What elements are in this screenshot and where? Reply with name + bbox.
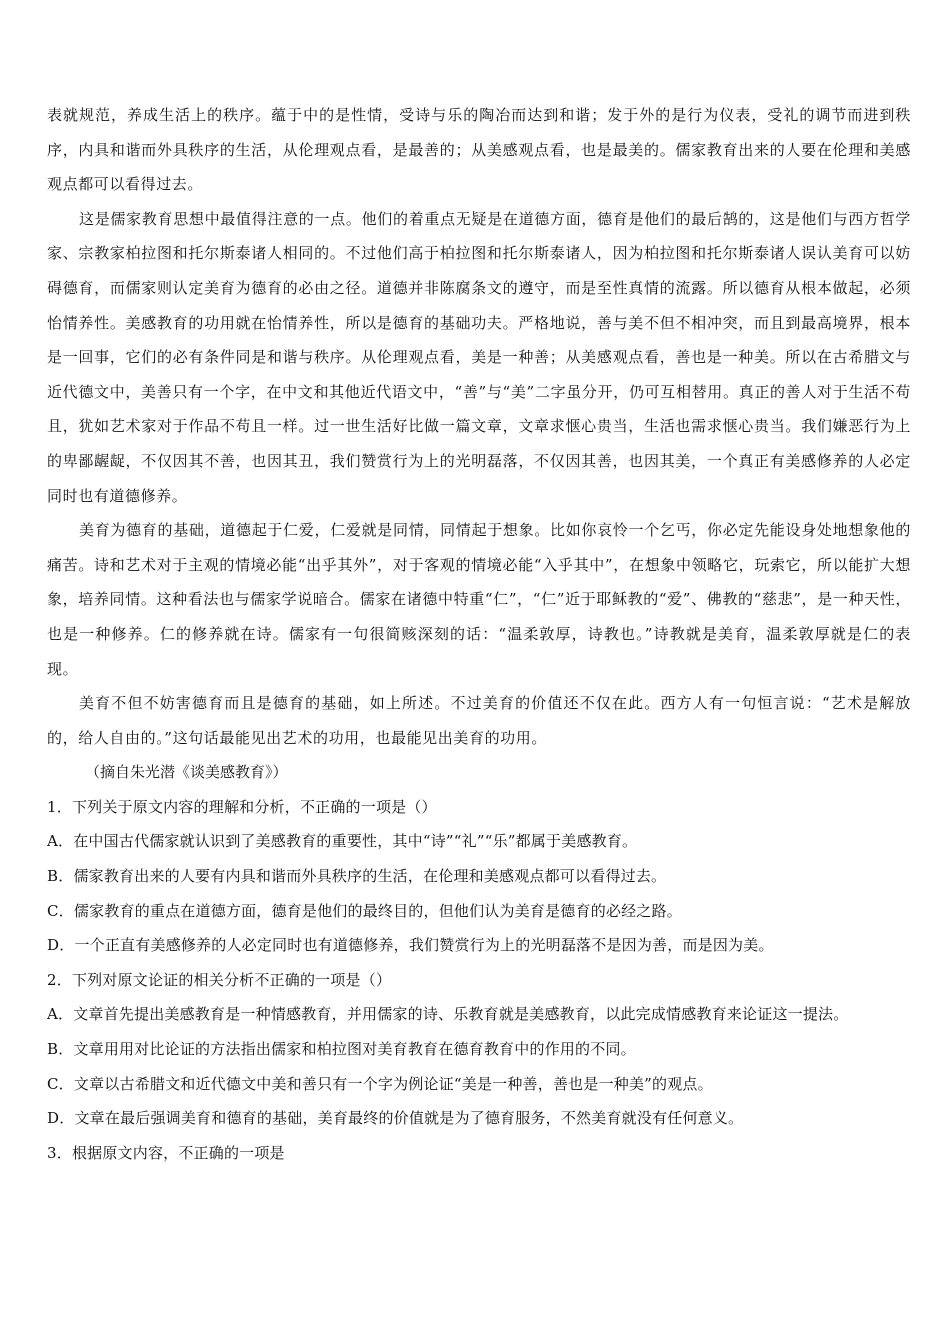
option-d (47, 928, 911, 963)
passage-paragraph-1: 表就规范，养成生活上的秩序。蕴于中的是性情，受诗与乐的陶冶而达到和谐；发于外的是行为仪表，受礼的调节而进到秩序，内具和谐而外具秩序的生活，从伦理观点看，是最善的；从美感观点看，也是最美的。儒家教育出来的人要在伦理和美感观点都可以看得过去。 (47, 106, 911, 194)
option-text: 文章在最后强调美育和德育的基础，美育最终的价值就是为了德育服务，不然美育就没有任何意义。 (74, 1109, 744, 1128)
question-number: 3． (47, 1143, 72, 1162)
option-text: 儒家教育的重点在道德方面，德育是他们的最终目的，但他们认为美育是德育的必经之路。 (73, 901, 682, 920)
passage-source: （摘自朱光潜《谈美感教育》） (85, 763, 288, 782)
question-stem (47, 790, 911, 825)
option-text: 文章用用对比论证的方法指出儒家和柏拉图对美育教育在德育教育中的作用的不同。 (73, 1040, 636, 1059)
question-2 (47, 963, 911, 1136)
option-text: 在中国古代儒家就认识到了美感教育的重要性，其中“诗”“礼”“乐”都属于美感教育。 (73, 832, 638, 851)
option-b (47, 1032, 911, 1067)
option-text: 儒家教育出来的人要有内具和谐而外具秩序的生活，在伦理和美感观点都可以看得过去。 (73, 867, 667, 886)
option-letter: C． (47, 901, 74, 920)
question-3 (47, 1136, 911, 1171)
option-letter: A． (47, 1005, 74, 1024)
option-letter: B． (47, 867, 74, 886)
question-number: 2． (47, 970, 72, 989)
passage-paragraph-2: 这是儒家教育思想中最值得注意的一点。他们的着重点无疑是在道德方面，德育是他们的最后鹄的，这是他们与西方哲学家、宗教家柏拉图和托尔斯泰诸人相同的。不过他们高于柏拉图和托尔斯泰诸人，因为柏拉图和托尔斯泰诸人误认美育可以妨碍德育，而儒家则认定美育为德育的必由之径。道德并非陈腐条文的遵守，而是至性真情的流露。所以德育从根本做起，必须怡情养性。美感教育的功用就在怡情养性，所以是德育的基础功夫。严格地说，善与美不但不相冲突，而且到最高境界，根本是一回事，它们的必有条件同是和谐与秩序。从伦理观点看，美是一种善；从美感观点看，善也是一种美。所以在古希腊文与近代德文中，美善只有一个字，在中文和其他近代语文中，“善”与“美”二字虽分开，仍可互相替用。真正的善人对于生活不苟且，犹如艺术家对于作品不苟且一样。过一世生活好比做一篇文章，文章求惬心贵当，生活也需求惬心贵当。我们嫌恶行为上的卑鄙龌龊，不仅因其不善，也因其丑，我们赞赏行为上的光明磊落，不仅因其善，也因其美，一个真正有美感修养的人必定同时也有道德修养。 (47, 209, 911, 505)
question-text: 根据原文内容，不正确的一项是 (71, 1143, 285, 1162)
question-stem (47, 1136, 911, 1171)
option-letter: B． (47, 1040, 74, 1059)
passage-paragraph-4: 美育不但不妨害德育而且是德育的基础，如上所述。不过美育的价值还不仅在此。西方人有一句恒言说：“艺术是解放的，给人自由的。”这句话最能见出艺术的功用，也最能见出美育的功用。 (47, 694, 911, 747)
option-a (47, 997, 911, 1032)
option-letter: A． (47, 832, 74, 851)
option-a (47, 824, 911, 859)
option-b (47, 859, 911, 894)
option-d (47, 1101, 911, 1136)
passage-paragraph-3: 美育为德育的基础，道德起于仁爱，仁爱就是同情，同情起于想象。比如你哀怜一个乞丐，你必定先能设身处地想象他的痛苦。诗和艺术对于主观的情境必能“出乎其外”，对于客观的情境必能“入乎其中”，在想象中领略它，玩索它，所以能扩大想象，培养同情。这种看法也与儒家学说暗合。儒家在诸德中特重“仁”，“仁”近于耶稣教的“爱”、佛教的“慈悲”，是一种天性，也是一种修养。仁的修养就在诗。儒家有一句很简赅深刻的话：“温柔敦厚，诗教也。”诗教就是美育，温柔敦厚就是仁的表现。 (47, 521, 911, 678)
question-number: 1． (47, 797, 72, 816)
question-text: 下列关于原文内容的理解和分析，不正确的一项是（） (71, 797, 437, 816)
option-c (47, 894, 911, 929)
option-text: 文章首先提出美感教育是一种情感教育，并用儒家的诗、乐教育就是美感教育，以此完成情感教育来论证这一提法。 (73, 1005, 849, 1024)
option-letter: C． (47, 1074, 74, 1093)
option-letter: D． (47, 936, 75, 955)
question-stem (47, 963, 911, 998)
document-page (47, 98, 911, 1170)
option-c (47, 1067, 911, 1102)
option-text: 文章以古希腊文和近代德文中美和善只有一个字为例论证“美是一种善，善也是一种美”的观点。 (73, 1074, 713, 1093)
question-1 (47, 790, 911, 963)
question-text: 下列对原文论证的相关分析不正确的一项是（） (71, 970, 392, 989)
option-letter: D． (47, 1109, 75, 1128)
option-text: 一个正直有美感修养的人必定同时也有道德修养，我们赞赏行为上的光明磊落不是因为善，而是因为美。 (74, 936, 774, 955)
